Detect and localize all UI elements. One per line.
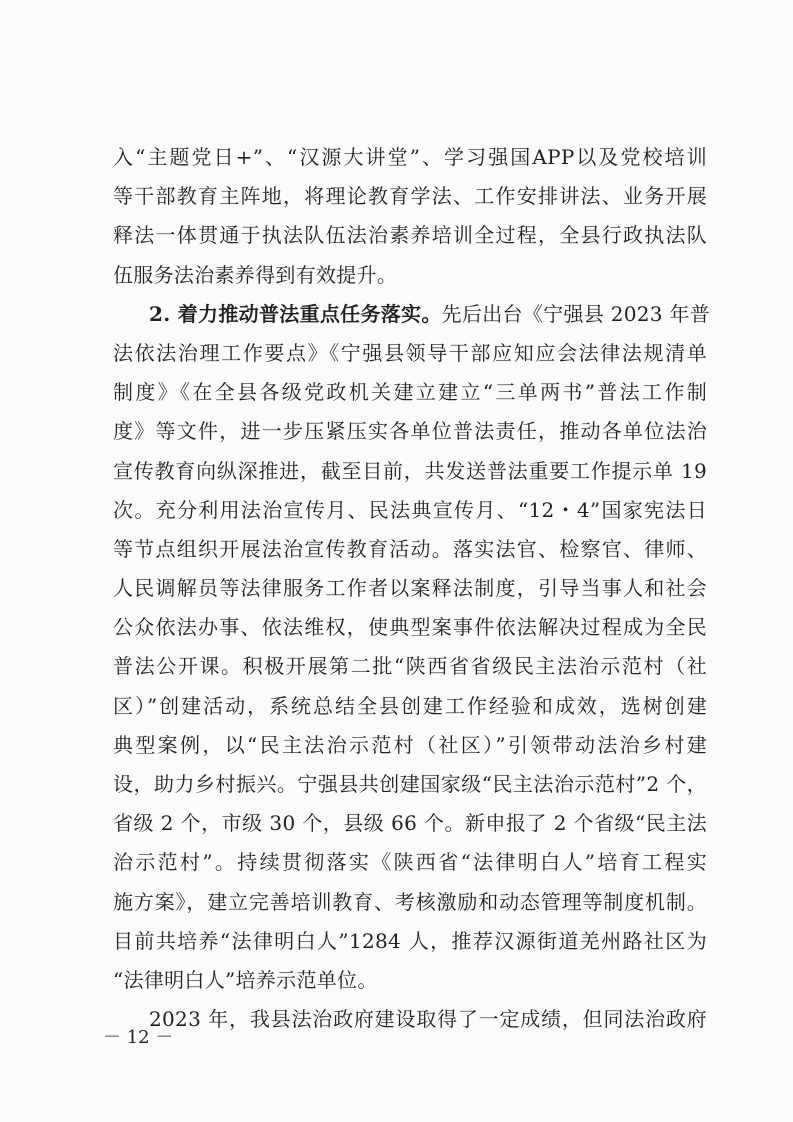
text-line: 治示范村”。持续贯彻落实《陕西省“法律明白人”培育工程实 [113, 850, 707, 875]
text-line: 典型案例，以“民主法治示范村（社区）”引领带动法治乡村建 [113, 732, 707, 757]
text-line: 普法公开课。积极开展第二批“陕西省省级民主法治示范村（社 [113, 654, 707, 679]
text-line: “法律明白人”培养示范单位。 [113, 967, 378, 992]
paragraph-heading-line [113, 295, 711, 334]
text-line: 次。充分利用法治宣传月、民法典宣传月、“12・4”国家宪法日 [113, 497, 707, 522]
section-heading: 2. 着力推动普法重点任务落实。 [149, 301, 442, 326]
text-line: 人民调解员等法律服务工作者以案释法制度，引导当事人和社会 [113, 576, 707, 601]
text-line: 施方案》，建立完善培训教育、考核激励和动态管理等制度机制。 [113, 889, 707, 914]
text-line: 区）”创建活动，系统总结全县创建工作经验和成效，选树创建 [113, 693, 707, 718]
text-line: 法依法治理工作要点》《宁强县领导干部应知应会法律法规清单 [113, 340, 707, 365]
text-line: 释法一体贯通于执法队伍法治素养培训全过程，全县行政执法队 [113, 223, 707, 248]
text-line: 公众依法办事、依法维权，使典型案事件依法解决过程成为全民 [113, 615, 707, 640]
text-run: 先后出台《宁强县 2023 年普 [441, 301, 711, 326]
text-line: 2023 年，我县法治政府建设取得了一定成绩，但同法治政府 [149, 1007, 707, 1032]
text-line: 设，助力乡村振兴。宁强县共创建国家级“民主法治示范村”2 个， [113, 772, 707, 796]
text-line: 度》等文件，进一步压紧压实各单位普法责任，推动各单位法治 [113, 419, 707, 444]
text-line: 等节点组织开展法治宣传教育活动。落实法官、检察官、律师、 [113, 536, 707, 561]
text-line: 等干部教育主阵地，将理论教育学法、工作安排讲法、业务开展 [113, 184, 707, 209]
text-line: 省级 2 个，市级 30 个，县级 66 个。新申报了 2 个省级“民主法 [113, 811, 707, 836]
text-line: 伍服务法治素养得到有效提升。 [113, 262, 398, 287]
text-line: 入“主题党日+”、“汉源大讲堂”、学习强国APP以及党校培训 [113, 145, 707, 169]
text-line: 宣传教育向纵深推进，截至目前，共发送普法重要工作提示单 19 [113, 458, 707, 483]
body-text [113, 138, 711, 1039]
text-line: 制度》《在全县各级党政机关建立建立“三单两书”普法工作制 [113, 380, 707, 405]
page-number: － 12 － [103, 1027, 174, 1048]
text-line: 目前共培养“法律明白人”1284 人，推荐汉源街道羌州路社区为 [113, 928, 707, 953]
